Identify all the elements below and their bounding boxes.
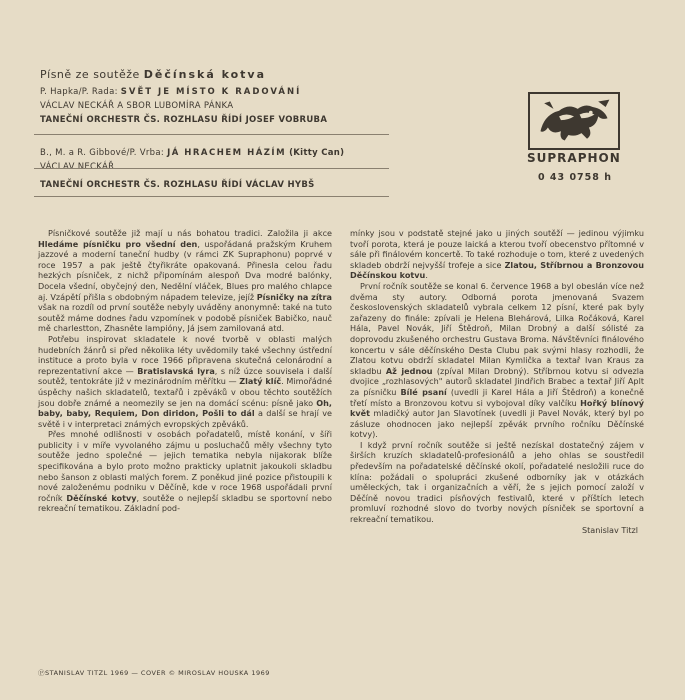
track1-orchestra-text: TANEČNÍ ORCHESTR ČS. ROZHLASU ŘÍDÍ JOSEF VOBRUBA <box>40 115 328 125</box>
paragraph: mínky jsou v podstatě stejné jako u jiných soutěží — jedinou výjimku tvoří porota, která je pouze laická a kterou tvoří obecenstvo přítomné v sále při finálovém koncertě. To také rozhoduje o tom, které z uvedených skladeb obdrží nejvyšší trofeje a sice Zlatou, Stříbrnou a Bronzovou Děčínskou kotvu. <box>350 228 644 281</box>
liner-notes-right-column <box>350 228 644 535</box>
divider-top <box>34 134 389 135</box>
paragraph: Potřebu inspirovat skladatele k nové tvorbě v oblasti malých hudebních žánrů si před několika léty uvědomily také všechny ústřední instituce a proto byla v roce 1966 připravena skutečná celonárodní a reprezentativní akce — Bratislavská lyra, s níž úzce souvisela i další soutěž, tentokráte již v mezinárodním měřítku — Zlatý klíč. Mimořádné úspěchy našich skladatelů, textařů i zpěváků v obou těchto soutěžích jsou dobře známé a neomezily se jen na domácí scénu: písně jako Oh, baby, baby, Requiem, Don diridon, Pošli to dál a další se hrají ve světě i v interpretaci známých evropských zpěváků. <box>38 333 333 429</box>
paragraph: Písničkové soutěže již mají u nás bohatou tradici. Založila ji akce Hledáme písničku pro všední den, uspořádaná pražským Kruhem jazzové a moderní taneční hudby (v rámci ZK Supraphonu) poprvé v roce 1957 a pak ještě čtyřikráte opakovaná. Přinesla celou řadu hezkých písniček, z nichž připomínám alespoň Dva modré balónky, Docela všední, obyčejný den, Nedělní vláček, Blues pro malého chlapce aj. Vzápětí přišla s obdobným nápadem televize, jejíž Písničky na zítra však na rozdíl od první soutěže nebyly uváděny anonymně: také na tuto soutěž máme dodnes řadu vzpomínek v podobě písniček Babičko, nauč mě charlestton, Zhasněte lampióny, Já jsem zamilovaná atd. <box>38 228 332 334</box>
track1-title: SVĚT JE MÍSTO K RADOVÁNÍ <box>120 87 302 97</box>
track2-orchestra-text: TANEČNÍ ORCHESTR ČS. ROZHLASU ŘÍDÍ VÁCLAV HYBŠ <box>40 180 315 190</box>
divider-middle <box>34 168 389 169</box>
track2-original-title: (Kitty Can) <box>289 148 345 158</box>
series-prefix: Písně ze soutěže <box>40 68 140 81</box>
series-title <box>40 68 640 81</box>
paragraph: I když první ročník soutěže si ještě nezískal dostatečný zájem v širších kruzích skladatelů-profesionálů a jeho ohlas se soustředil především na pořadatelské děčínské okolí, pořadatelé nesložili ruce do klína: požádali o spolupráci zkušené odborníky jak v otázkách uměleckých, tak i organizačních a věří, že s jejich pomocí založí v Děčíně novou tradici písňových festivalů, které v příštích letech promluví rozhodné slovo do tvorby nových písniček se sportovní a rekreační tematikou. <box>350 439 644 525</box>
catalog-number: 0 43 0758 h <box>538 172 612 183</box>
track1-authors: P. Hapka/P. Rada: <box>40 87 118 97</box>
brand-name: SUPRAPHON <box>527 151 621 165</box>
paragraph: Přes mnohé odlišnosti v osobách pořadatelů, místě konání, v šíři publicity i v míře vyvolaného zájmu u posluchačů měly všechny tyto soutěže jedno společné — jejich tematika nebyla nijakorak blíže specifikována a bylo proto možno prakticky uplatnit jakoukoli skladbu nebo šanson z oblasti malých forem. Z poněkud jiné pozice přistoupili k nové založenému podniku v Děčíně, kde v roce 1968 uspořádali první ročník Děčínské kotvy, soutěže o nejlepší skladbu se sportovní nebo rekreační tematikou. Základní pod- <box>38 429 332 514</box>
supraphon-lion-logo-icon <box>528 92 620 150</box>
track2-performer: VÁCLAV NECKÁŘ <box>40 162 115 172</box>
paragraph: První ročník soutěže se konal 6. července 1968 a byl obeslán více než dvěma sty autory. Odborná porota jmenovaná Svazem československých skladatelů vybrala celkem 12 písní, které pak byly zařazeny do finále: zpívali je Helena Blehárová, Lilka Ročáková, Karel Hála, Pavel Novák, Jiří Štědroň, Milan Drobný a další sólisté za doprovodu zkušeného orchestru Gustava Broma. Návštěvníci finálového koncertu v sále děčínského Desta Clubu pak svými hlasy rozhodli, že Zlatou kotvu obdrží skladatel Milan Kymlička a textař Ivan Kraus za skladbu Až jednou (zpíval Milan Drobný). Stříbrnou kotvu si odvezla dvojice „rozhlasových" autorů skladatel Jindřich Brabec a textař Jiří Aplt za písničku Bílé psaní (uvedli ji Karel Hála a Jiří Štědroň) a konečně třetí místo a Bronzovou kotvu si vybojoval díky valčíku Hořký blínový květ mladičký autor Jan Slavotínek (uvedli ji Pavel Novák, který byl po zásluze ohodnocen jako nejlepší zpěvák prvního ročníku Děčínské kotvy). <box>350 280 645 440</box>
track1-performers: VÁCLAV NECKÁŘ A SBOR LUBOMÍRA PÁNKA <box>40 101 234 111</box>
copyright-credits: ⓅSTANISLAV TITZL 1969 — COVER © MIROSLAV HOUSKA 1969 <box>38 669 270 677</box>
track2-title: JÁ HRACHEM HÁZÍM <box>167 148 287 158</box>
track2-authors: B., M. a R. Gibbové/P. Vrba: <box>40 148 165 158</box>
liner-notes-left-column <box>38 228 332 514</box>
divider-bottom <box>34 196 389 197</box>
author-signature: Stanislav Titzl <box>581 524 638 535</box>
lion-emblem-icon <box>530 94 618 148</box>
series-name: Děčínská kotva <box>143 68 267 81</box>
